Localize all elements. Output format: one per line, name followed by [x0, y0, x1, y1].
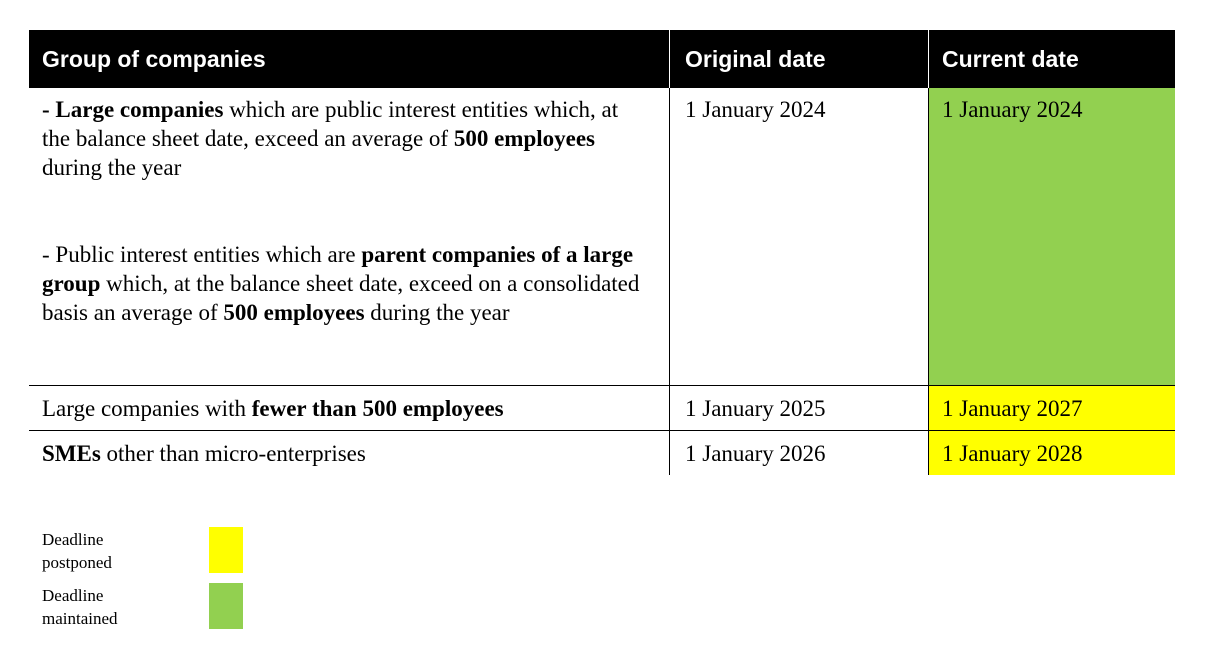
table-header [29, 30, 1175, 88]
current-date-cell: 1 January 2027 [928, 386, 1175, 430]
original-date-cell: 1 January 2025 [669, 386, 928, 430]
legend-label-line: Deadline [42, 530, 104, 549]
bold-text: fewer than 500 employees [251, 396, 504, 421]
original-date-cell: 1 January 2024 [669, 88, 928, 385]
text: other than micro-enterprises [100, 441, 366, 466]
header-group-of-companies: Group of companies [42, 45, 266, 72]
legend-label-line: postponed [42, 553, 112, 572]
group-paragraph-2 [42, 240, 651, 327]
text: which, at the balance sheet date, exceed on a consolidated basis an average of [42, 271, 640, 325]
text: which are public interest entities which, at the balance sheet date, exceed an average of [42, 97, 619, 151]
header-current-date: Current date [928, 30, 1175, 88]
text: during the year [42, 155, 182, 180]
text: - Public interest entities which are [42, 242, 362, 267]
bold-text: parent companies of a large group [42, 242, 634, 296]
prefix-dash: - [42, 97, 56, 122]
legend-maintained-label [42, 584, 118, 630]
group-cell [29, 431, 669, 475]
original-date-cell: 1 January 2026 [669, 431, 928, 475]
bold-text: SMEs [42, 441, 101, 466]
group-cell [29, 88, 669, 385]
legend-postponed-label [42, 528, 112, 574]
group-cell [29, 386, 669, 430]
bold-text: 500 employees [453, 126, 596, 151]
group-paragraph-1 [42, 95, 651, 182]
bold-text: Large companies [55, 97, 224, 122]
deadline-table [29, 30, 1175, 475]
legend-label-line: Deadline [42, 586, 104, 605]
legend-postponed-swatch [209, 527, 243, 573]
table-row [29, 431, 1175, 475]
current-date-cell: 1 January 2028 [928, 431, 1175, 475]
table-row [29, 386, 1175, 431]
header-original-date: Original date [669, 30, 928, 88]
text: Large companies with [42, 396, 252, 421]
legend-maintained-swatch [209, 583, 243, 629]
legend-label-line: maintained [42, 609, 118, 628]
current-date-cell: 1 January 2024 [928, 88, 1175, 385]
text: during the year [364, 300, 510, 325]
bold-text: 500 employees [223, 300, 365, 325]
table-row [29, 88, 1175, 386]
